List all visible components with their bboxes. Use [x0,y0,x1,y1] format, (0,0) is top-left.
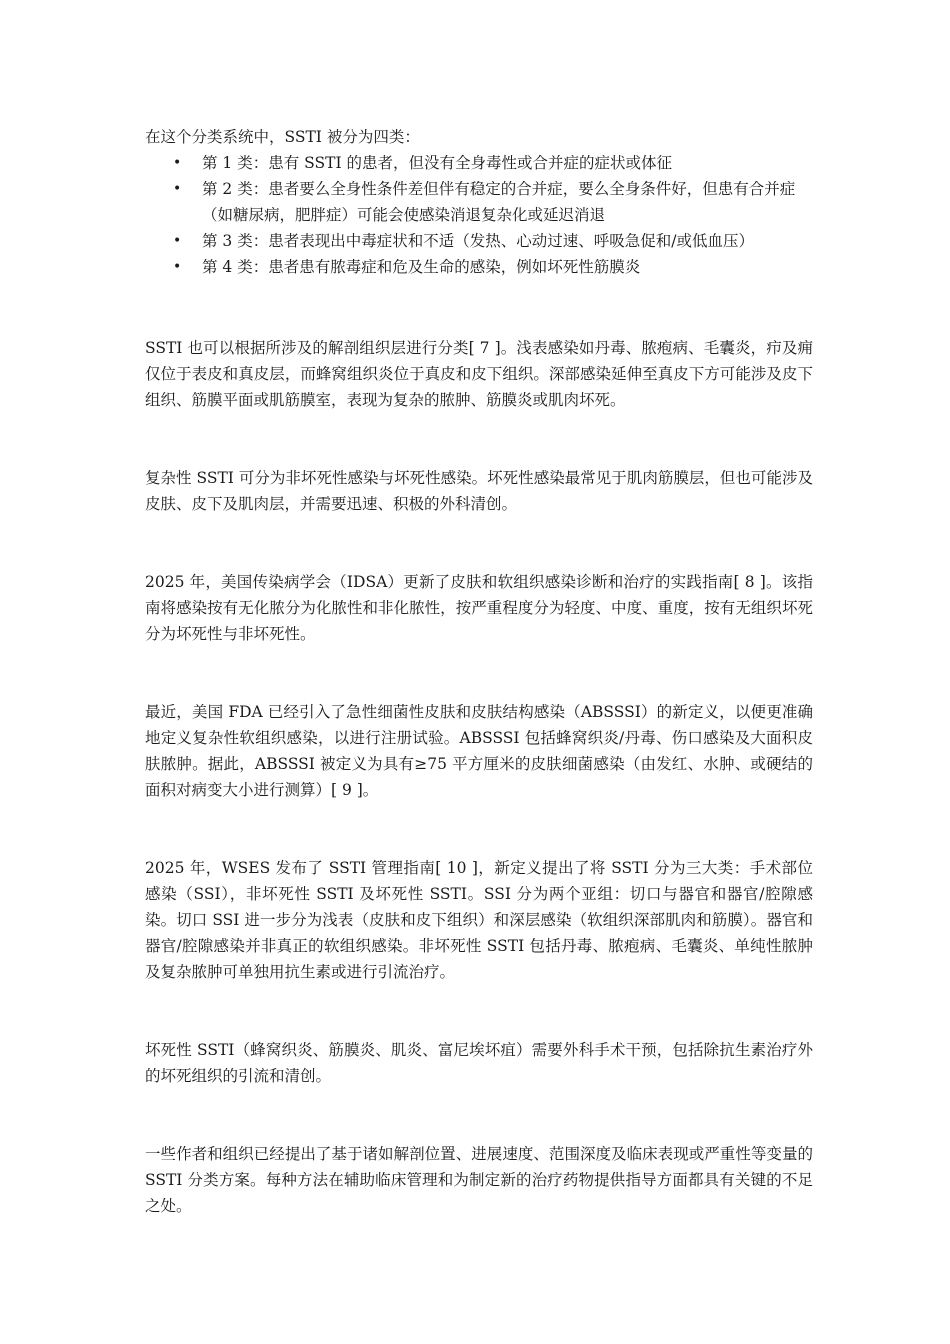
paragraph-anatomic-classification: SSTI 也可以根据所涉及的解剖组织层进行分类[ 7 ]。浅表感染如丹毒、脓疱病、毛囊炎，疖及痈仅位于表皮和真皮层，而蜂窝组织炎位于真皮和皮下组织。深部感染延伸至真皮下方可能涉及皮下组织、筋膜平面或肌筋膜室，表现为复杂的脓肿、筋膜炎或肌肉坏死。 [145,339,813,409]
paragraph-necrotizing-split: 复杂性 SSTI 可分为非坏死性感染与坏死性感染。坏死性感染最常见于肌肉筋膜层，但也可能涉及皮肤、皮下及肌肉层，并需要迅速、积极的外科清创。 [145,469,813,513]
class-4-text: 第 4 类：患者患有脓毒症和危及生命的感染，例如坏死性筋膜炎 [202,258,641,276]
bullet-icon: • [173,233,182,249]
class-2-text: 第 2 类：患者要么全身性条件差但伴有稳定的合并症，要么全身条件好，但患有合并症（如糖尿病，肥胖症）可能会使感染消退复杂化或延迟消退 [202,180,796,224]
list-item [173,150,813,176]
classification-list [145,150,813,280]
bullet-icon: • [173,155,182,171]
paragraph-idsa-guideline: 2025 年，美国传染病学会（IDSA）更新了皮肤和软组织感染诊断和治疗的实践指南[ 8 ]。该指南将感染按有无化脓分为化脓性和非化脓性，按严重程度分为轻度、中度、重度，按有无组织坏死分为坏死性与非坏死性。 [145,573,813,643]
paragraph-fda-absssi: 最近，美国 FDA 已经引入了急性细菌性皮肤和皮肤结构感染（ABSSSI）的新定义，以便更准确地定义复杂性软组织感染，以进行注册试验。ABSSSI 包括蜂窝织炎/丹毒、伤口感染及大面积皮肤脓肿。据此，ABSSSI 被定义为具有≥75 平方厘米的皮肤细菌感染（由发红、水肿、或硬结的面积对病变大小进行测算）[ 9 ]。 [145,703,813,799]
class-3-text: 第 3 类：患者表现出中毒症状和不适（发热、心动过速、呼吸急促和/或低血压） [202,232,754,250]
list-item [173,228,813,254]
bullet-icon: • [173,259,182,275]
class-1-text: 第 1 类：患有 SSTI 的患者，但没有全身毒性或合并症的症状或体征 [202,154,672,172]
paragraph-necrotizing-ssti: 坏死性 SSTI（蜂窝织炎、筋膜炎、肌炎、富尼埃坏疽）需要外科手术干预，包括除抗生素治疗外的坏死组织的引流和清创。 [145,1041,813,1085]
bullet-icon: • [173,181,182,197]
list-item [173,254,813,280]
list-item [173,176,813,228]
document-body [145,124,813,1219]
paragraph-classification-schemes: 一些作者和组织已经提出了基于诸如解剖位置、进展速度、范围深度及临床表现或严重性等变量的 SSTI 分类方案。每种方法在辅助临床管理和为制定新的治疗药物提供指导方面都具有关键的不足之处。 [145,1145,813,1215]
paragraph-wses-guideline: 2025 年，WSES 发布了 SSTI 管理指南[ 10 ]，新定义提出了将 SSTI 分为三大类：手术部位感染（SSI），非坏死性 SSTI 及坏死性 SSTI。SSI 分为两个亚组：切口与器官和器官/腔隙感染。切口 SSI 进一步分为浅表（皮肤和皮下组织）和深层感染（软组织深部肌肉和筋膜）。器官和器官/腔隙感染并非真正的软组织感染。非坏死性 SSTI 包括丹毒、脓疱病、毛囊炎、单纯性脓肿及复杂脓肿可单独用抗生素或进行引流治疗。 [145,859,813,981]
classification-intro: 在这个分类系统中，SSTI 被分为四类： [145,128,420,146]
